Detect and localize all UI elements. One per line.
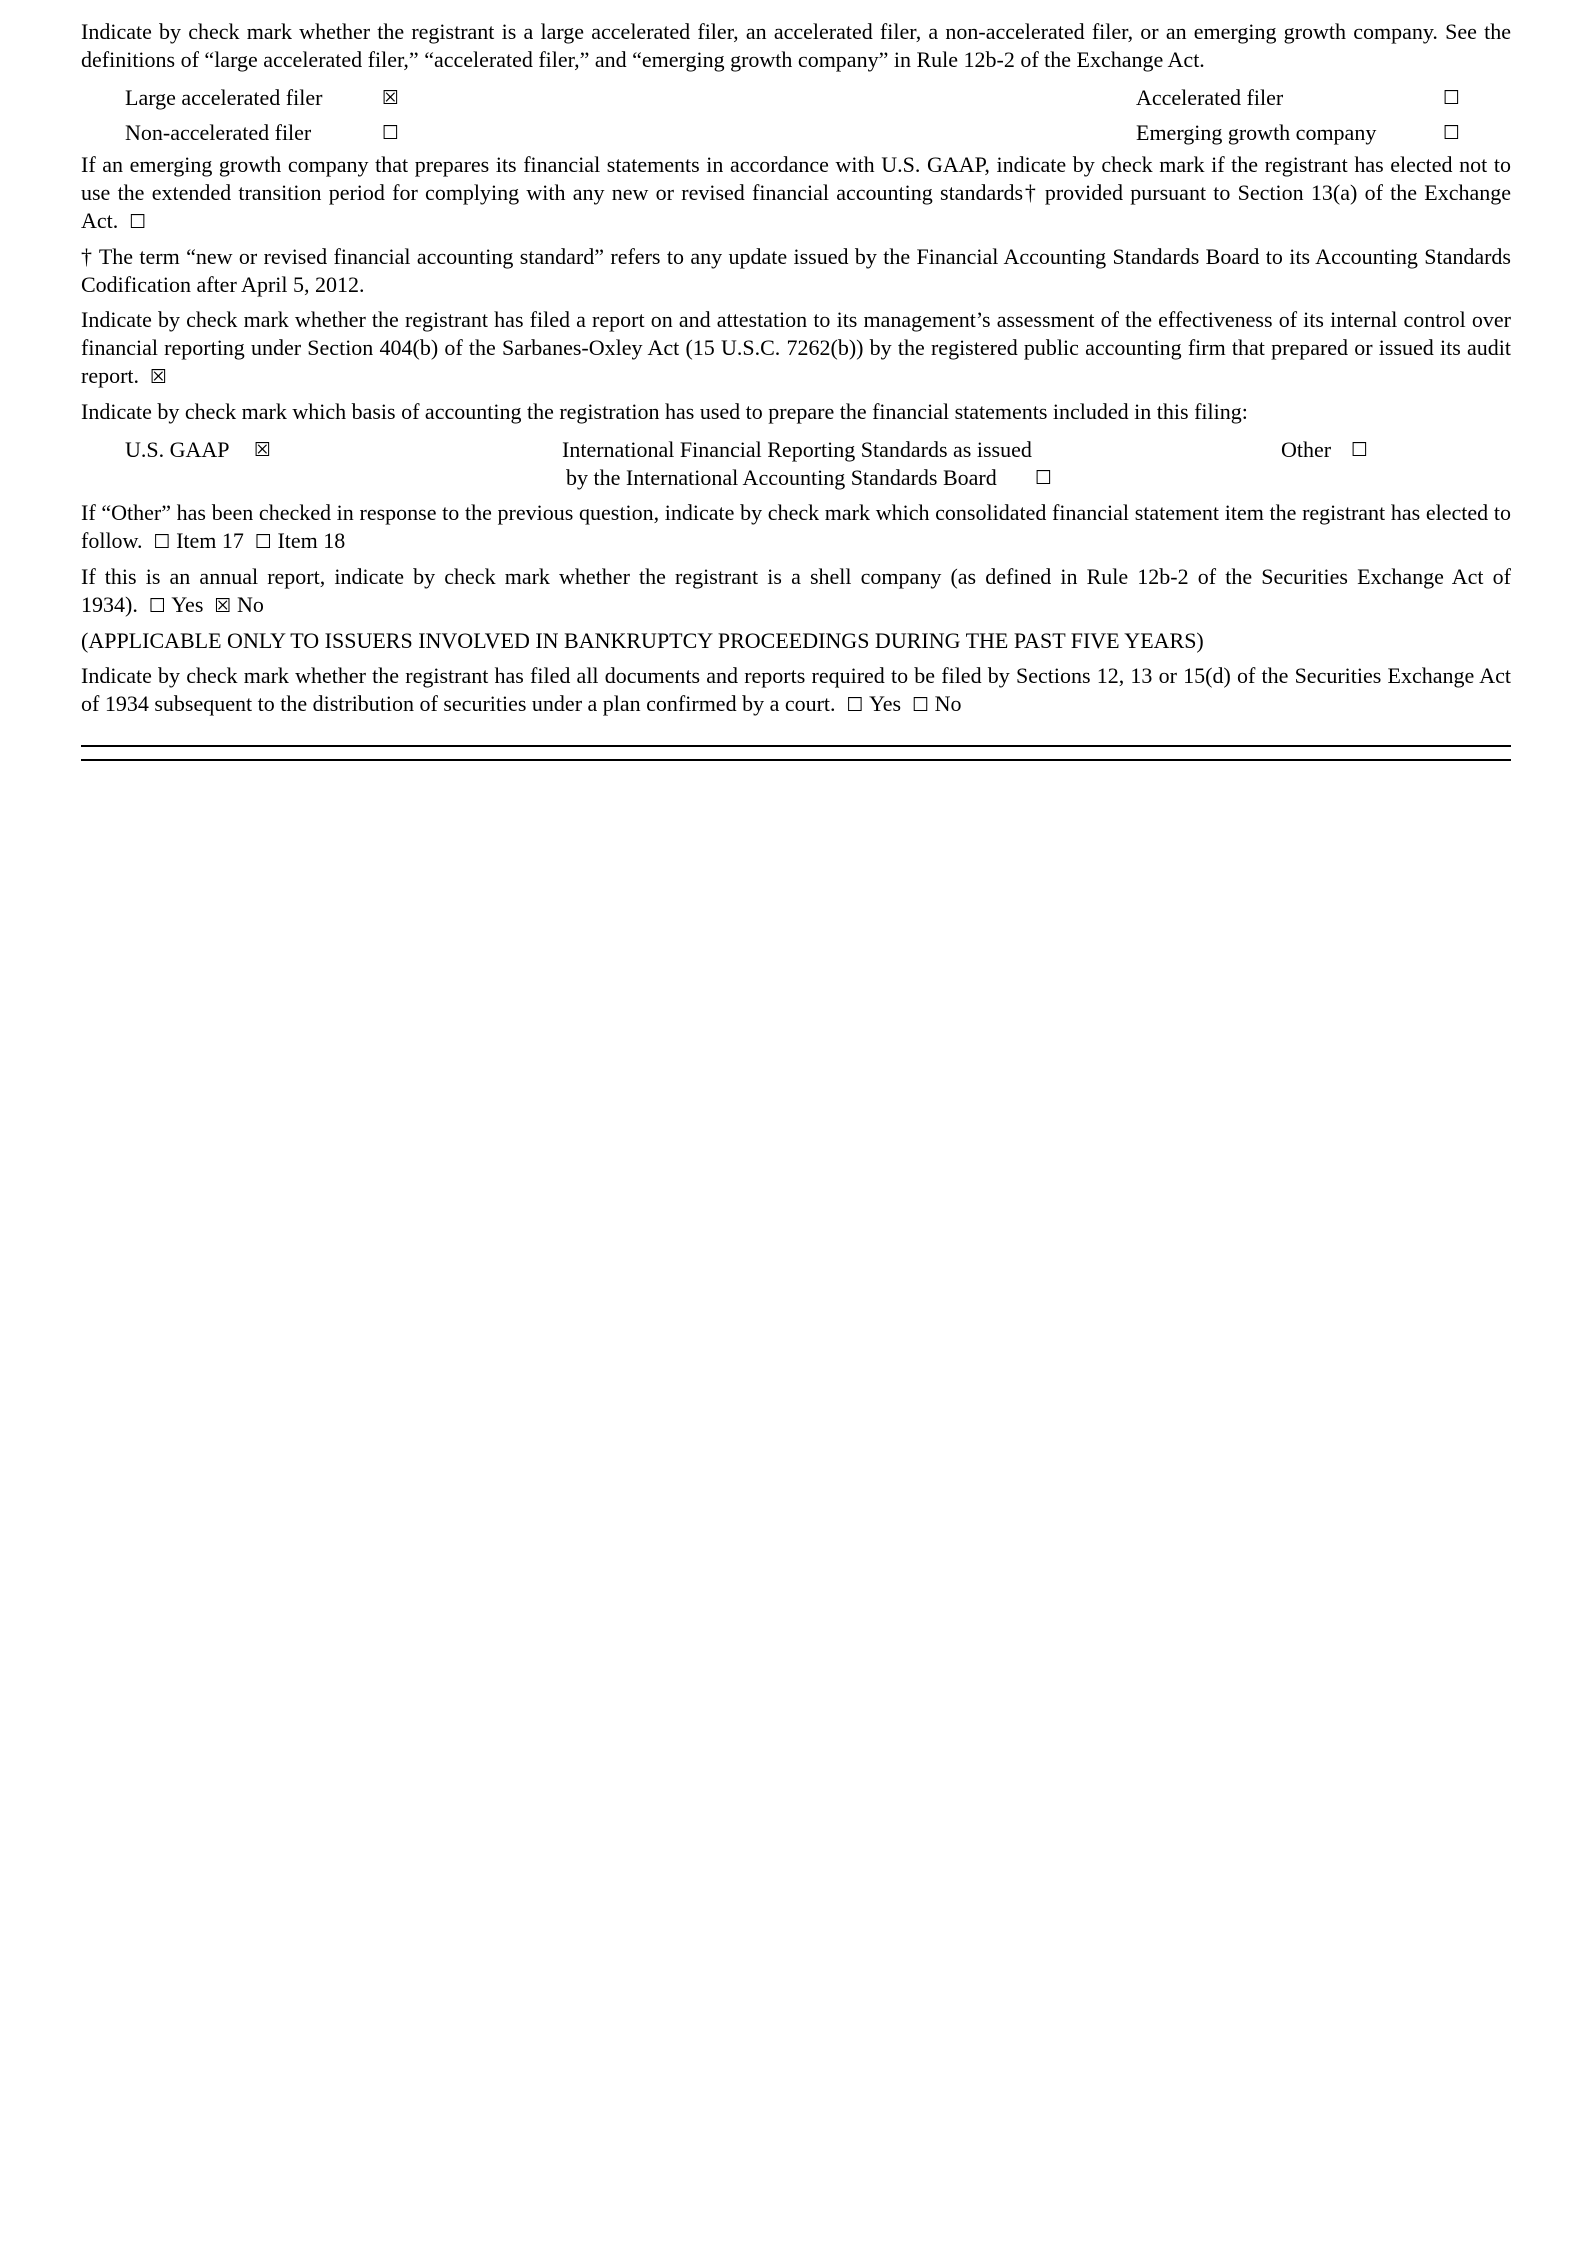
bankruptcy-yes-checkbox[interactable]: ☐ [846, 694, 864, 716]
filer-row-1 [81, 81, 1511, 116]
bankruptcy-question [81, 662, 1511, 719]
attestation [81, 306, 1511, 391]
emerging-growth-company-checkbox[interactable]: ☐ [1443, 122, 1461, 144]
non-accelerated-filer-checkbox[interactable]: ☐ [382, 122, 400, 144]
item-17-label: Item 17 [176, 528, 244, 553]
shell-company-text: If this is an annual report, indicate by check mark whether the registrant is a shell company (as defined in Rule 12b-2 of the Securities Exchange Act of 1934). [81, 564, 1511, 617]
bankruptcy-question-text: Indicate by check mark whether the registrant has filed all documents and reports required to be filed by Sections 12, 13 or 15(d) of the Securities Exchange Act of 1934 subsequent to the distribution of securities under a plan confirmed by a court. [81, 663, 1511, 716]
section-divider-top [81, 745, 1511, 747]
large-accelerated-filer-label: Large accelerated filer [125, 85, 323, 110]
bankruptcy-no-checkbox[interactable]: ☐ [912, 694, 930, 716]
accelerated-filer-checkbox[interactable]: ☐ [1443, 87, 1461, 109]
egc-election-checkbox[interactable]: ☐ [129, 211, 147, 233]
shell-yes-label: Yes [171, 592, 204, 617]
filer-row-2 [81, 116, 1511, 151]
attestation-checkbox[interactable]: ☒ [150, 366, 168, 388]
emerging-growth-company-label: Emerging growth company [1136, 120, 1377, 145]
shell-company-question [81, 563, 1511, 620]
footnote: † The term “new or revised financial accounting standard” refers to any update issued by the Financial Accounting Standards Board to its Accounting Standards Codification after April 5, 2012. [81, 244, 1511, 297]
us-gaap-checkbox[interactable]: ☒ [254, 439, 272, 461]
item-17-checkbox[interactable]: ☐ [153, 531, 171, 553]
egc-election [81, 151, 1511, 236]
shell-no-checkbox[interactable]: ☒ [214, 595, 232, 617]
us-gaap-label: U.S. GAAP [125, 437, 230, 462]
large-accelerated-filer-checkbox[interactable]: ☒ [382, 87, 400, 109]
other-basis-label: Other [1281, 437, 1332, 462]
bankruptcy-heading: (APPLICABLE ONLY TO ISSUERS INVOLVED IN BANKRUPTCY PROCEEDINGS DURING THE PAST FIVE YEARS) [81, 628, 1204, 653]
item-18-checkbox[interactable]: ☐ [254, 531, 272, 553]
shell-yes-checkbox[interactable]: ☐ [148, 595, 166, 617]
ifrs-checkbox[interactable]: ☐ [1035, 467, 1053, 489]
other-item-question [81, 499, 1511, 556]
section-divider-bottom [81, 759, 1511, 761]
bankruptcy-no-label: No [934, 691, 962, 716]
other-item-text: If “Other” has been checked in response to the previous question, indicate by check mark which consolidated financial statement item the registrant has elected to follow. [81, 500, 1511, 553]
other-basis-checkbox[interactable]: ☐ [1351, 439, 1369, 461]
filer-intro: Indicate by check mark whether the registrant is a large accelerated filer, an accelerated filer, a non-accelerated filer, or an emerging growth company. See the definitions of “large accelerated filer,” “accelerated filer,” and “emerging growth company” in Rule 12b-2 of the Exchange Act. [81, 19, 1511, 72]
non-accelerated-filer-label: Non-accelerated filer [125, 120, 312, 145]
form-page [81, 18, 1511, 726]
shell-no-label: No [236, 592, 264, 617]
item-18-label: Item 18 [277, 528, 346, 553]
basis-options [81, 433, 1511, 495]
egc-election-text: If an emerging growth company that prepares its financial statements in accordance with U.S. GAAP, indicate by check mark if the registrant has elected not to use the extended transition period for complying with any new or revised financial accounting standards† provided pursuant to Section 13(a) of the Exchange Act. [81, 152, 1511, 233]
ifrs-label-line-1: International Financial Reporting Standards as issued [562, 437, 1032, 462]
bankruptcy-yes-label: Yes [869, 691, 902, 716]
basis-question: Indicate by check mark which basis of accounting the registration has used to prepare the financial statements included in this filing: [81, 399, 1248, 424]
accelerated-filer-label: Accelerated filer [1136, 85, 1284, 110]
ifrs-label-line-2: by the International Accounting Standards Board [566, 465, 997, 490]
attestation-text: Indicate by check mark whether the registrant has filed a report on and attestation to its management’s assessment of the effectiveness of its internal control over financial reporting under Section 404(b) of the Sarbanes-Oxley Act (15 U.S.C. 7262(b)) by the registered public accounting firm that prepared or issued its audit report. [81, 307, 1511, 388]
